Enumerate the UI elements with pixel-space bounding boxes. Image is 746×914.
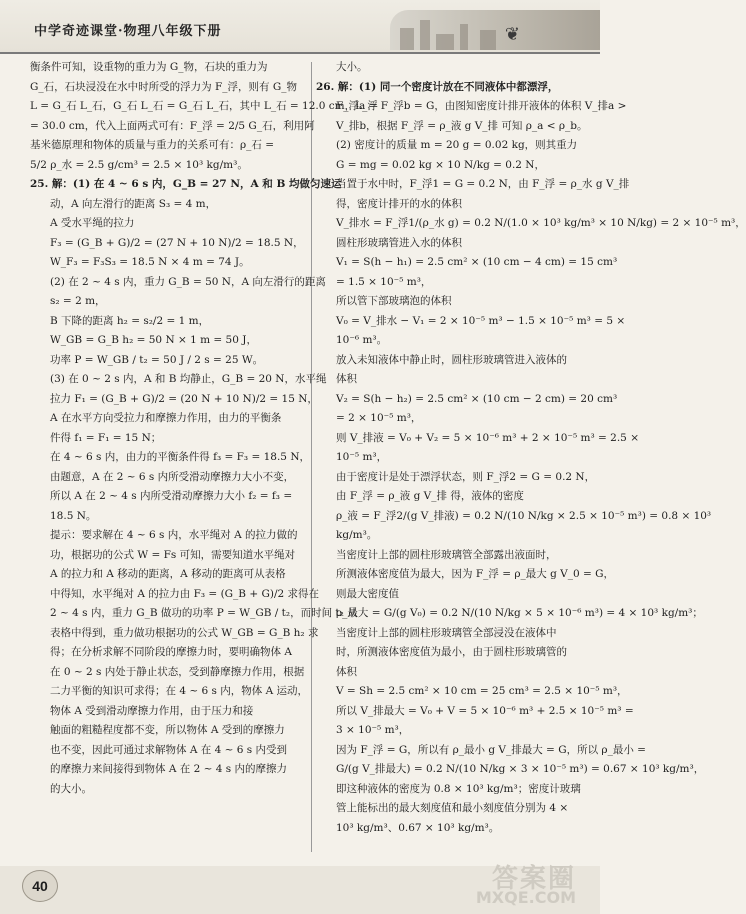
- text-line: W_F₃ = F₃S₃ = 18.5 N × 4 m = 74 J。: [50, 256, 250, 268]
- text-line: 由题意，A 在 2 ~ 6 s 内所受滑动摩擦力大小不变，: [50, 470, 295, 483]
- text-line: 10³ kg/m³、0.67 × 10³ kg/m³。: [336, 821, 500, 834]
- text-line: 的摩擦力来间接得到物体 A 在 2 ~ 4 s 内的摩擦力: [50, 763, 287, 775]
- text-line: kg/m³。: [336, 529, 378, 541]
- text-line: A 在水平方向受拉力和摩擦力作用，由力的平衡条: [50, 412, 282, 424]
- text-line: 二力平衡的知识可求得；在 4 ~ 6 s 内，物体 A 运动，: [50, 685, 308, 697]
- text-line: ρ_液 = F_浮2/(g V_排液) = 0.2 N/(10 N/kg × 2.5 × 10⁻⁵ m³) = 0.8 × 10³: [336, 509, 712, 522]
- text-line: 大小。: [336, 61, 368, 73]
- text-line: 得；在分析求解不同阶段的摩擦力时，要明确物体 A: [50, 646, 292, 658]
- text-line: (2) 密度计的质量 m = 20 g = 0.02 kg，则其重力: [336, 139, 578, 151]
- text-line: F₃ = (G_B + G)/2 = (27 N + 10 N)/2 = 18.5 N，: [50, 236, 304, 249]
- text-line: ρ_最大 = G/(g V₀) = 0.2 N/(10 N/kg × 5 × 10⁻⁶ m³) = 4 × 10³ kg/m³；: [336, 607, 703, 619]
- text-line: 表格中得到，重力做功根据功的公式 W_GB = G_B h₂ 求: [50, 626, 319, 639]
- text-line: 基米德原理和物体的质量与重力的关系可有：ρ_石 =: [30, 139, 275, 151]
- text-line: 在 0 ~ 2 s 内处于静止状态，受到静摩擦力作用，根据: [50, 665, 305, 678]
- text-line: 功率 P = W_GB / t₂ = 50 J / 2 s = 25 W。: [50, 353, 264, 366]
- text-line: = 2 × 10⁻⁵ m³，: [336, 412, 422, 424]
- text-line: 放入未知液体中静止时，圆柱形玻璃管进入液体的: [336, 353, 567, 366]
- watermark-url: MXQE.COM: [475, 888, 576, 907]
- text-line: F_浮a = F_浮b = G，由图知密度计排开液体的体积 V_排a >: [336, 100, 627, 112]
- page-number: 40: [22, 870, 58, 902]
- text-line: A 受水平绳的拉力: [50, 217, 135, 229]
- text-line: 功，根据功的公式 W = Fs 可知，需要知道水平绳对: [50, 548, 296, 561]
- text-line: 当置于水中时，F_浮1 = G = 0.2 N，由 F_浮 = ρ_水 g V_排: [336, 178, 630, 190]
- text-line: 时，所测液体密度值为最小，由于圆柱形玻璃管的: [336, 646, 567, 658]
- text-line: 件得 f₁ = F₁ = 15 N；: [50, 431, 162, 444]
- text-line: 3 × 10⁻⁵ m³，: [336, 724, 410, 736]
- text-line: 26. 解：(1) 同一个密度计放在不同液体中都漂浮，: [316, 80, 559, 93]
- text-line: G = mg = 0.02 kg × 10 N/kg = 0.2 N，: [336, 158, 545, 171]
- text-line: (2) 在 2 ~ 4 s 内，重力 G_B = 50 N，A 向左滑行的距离: [50, 275, 326, 288]
- page-header: [0, 0, 600, 54]
- text-line: G_石，石块浸没在水中时所受的浮力为 F_浮，则有 G_物: [30, 80, 297, 93]
- text-line: 10⁻⁶ m³。: [336, 334, 388, 346]
- text-line: V₁ = S(h − h₁) = 2.5 cm² × (10 cm − 4 cm) = 15 cm³: [336, 256, 618, 268]
- text-line: 25. 解：(1) 在 4 ~ 6 s 内，G_B = 27 N，A 和 B 均做匀速运: [30, 178, 342, 190]
- text-line: 圆柱形玻璃管进入水的体积: [336, 236, 462, 249]
- watermark-text: 答案圈: [491, 864, 576, 894]
- text-line: 所以 A 在 2 ~ 4 s 内所受滑动摩擦力大小 f₂ = f₃ =: [50, 490, 293, 502]
- text-line: = 30.0 cm，代入上面两式可有：F_浮 = 2/5 G_石，利用阿: [30, 119, 315, 132]
- right-column: [316, 58, 746, 838]
- text-line: (3) 在 0 ~ 2 s 内，A 和 B 均静止，G_B = 20 N，水平绳: [50, 373, 327, 385]
- text-line: 提示：要求解在 4 ~ 6 s 内，水平绳对 A 的拉力做的: [50, 529, 298, 541]
- text-line: V = Sh = 2.5 cm² × 10 cm = 25 cm³ = 2.5 × 10⁻⁵ m³，: [336, 685, 628, 697]
- text-line: 中得知，水平绳对 A 的拉力由 F₃ = (G_B + G)/2 求得在: [50, 587, 320, 600]
- text-line: V₂ = S(h − h₂) = 2.5 cm² × (10 cm − 2 cm) = 20 cm³: [336, 392, 618, 405]
- text-line: 所以 V_排最大 = V₀ + V = 5 × 10⁻⁶ m³ + 2.5 × 10⁻⁵ m³ =: [336, 704, 634, 717]
- text-line: 18.5 N。: [50, 509, 97, 522]
- header-banner-graphic: [390, 10, 600, 50]
- text-line: V_排b，根据 F_浮 = ρ_液 g V_排 可知 ρ_a < ρ_b。: [336, 119, 588, 132]
- text-line: B 下降的距离 h₂ = s₂/2 = 1 m，: [50, 314, 210, 327]
- text-line: 在 4 ~ 6 s 内，由力的平衡条件得 f₃ = F₃ = 18.5 N，: [50, 451, 311, 463]
- book-brand-title: 中学奇迹课堂·物理八年级下册: [34, 24, 222, 39]
- text-line: L = G_石 L_石，G_石 L_石 = G_石 L_石，其中 L_石 = 12.0 cm，L_浮: [30, 100, 378, 112]
- watermark-logo: [440, 858, 590, 912]
- text-line: 2 ~ 4 s 内，重力 G_B 做功的功率 P = W_GB / t₂，而时间 t₂ 从: [50, 607, 358, 619]
- text-line: 10⁻⁵ m³，: [336, 451, 388, 463]
- text-line: 触面的粗糙程度都不变，所以物体 A 受到的摩擦力: [50, 724, 285, 736]
- text-line: W_GB = G_B h₂ = 50 N × 1 m = 50 J，: [50, 334, 257, 346]
- text-line: 衡条件可知，设重物的重力为 G_物，石块的重力为: [30, 61, 268, 73]
- text-line: 体积: [336, 665, 357, 678]
- text-line: 动，A 向左滑行的距离 S₃ = 4 m，: [50, 197, 217, 210]
- text-line: V₀ = V_排水 − V₁ = 2 × 10⁻⁵ m³ − 1.5 × 10⁻⁵ m³ = 5 ×: [336, 314, 626, 327]
- text-line: G/(g V_排最大) = 0.2 N/(10 N/kg × 3 × 10⁻⁵ m³) = 0.67 × 10³ kg/m³，: [336, 763, 705, 775]
- text-line: 拉力 F₁ = (G_B + G)/2 = (20 N + 10 N)/2 = 15 N，: [50, 392, 318, 405]
- text-line: 则最大密度值: [336, 587, 399, 600]
- text-line: 得，密度计排开的水的体积: [336, 197, 462, 210]
- text-line: 则 V_排液 = V₀ + V₂ = 5 × 10⁻⁶ m³ + 2 × 10⁻⁵ m³ = 2.5 ×: [336, 431, 639, 444]
- text-line: 体积: [336, 373, 357, 385]
- text-line: 当密度计上部的圆柱形玻璃管全部浸没在液体中: [336, 626, 557, 639]
- text-line: = 1.5 × 10⁻⁵ m³，: [336, 275, 432, 288]
- butterfly-icon: ❦: [504, 24, 520, 45]
- text-line: 因为 F_浮 = G，所以有 ρ_最小 g V_排最大 = G，所以 ρ_最小 =: [336, 743, 646, 756]
- text-line: 也不变，因此可通过求解物体 A 在 4 ~ 6 s 内受到: [50, 743, 287, 756]
- text-line: V_排水 = F_浮1/(ρ_水 g) = 0.2 N/(1.0 × 10³ kg/m³ × 10 N/kg) = 2 × 10⁻⁵ m³，: [336, 217, 746, 229]
- text-line: 所以管下部玻璃泡的体积: [336, 295, 452, 307]
- text-line: 当密度计上部的圆柱形玻璃管全部露出液面时，: [336, 548, 557, 561]
- text-line: A 的拉力和 A 移动的距离，A 移动的距离可从表格: [50, 568, 286, 580]
- text-line: 由于密度计是处于漂浮状态，则 F_浮2 = G = 0.2 N，: [336, 470, 596, 483]
- text-line: 物体 A 受到滑动摩擦力作用，由于压力和接: [50, 704, 254, 717]
- text-line: 管上能标出的最大刻度值和最小刻度值分别为 4 ×: [336, 802, 569, 814]
- text-line: 的大小。: [50, 782, 92, 795]
- text-line: 即这种液体的密度为 0.8 × 10³ kg/m³；密度计玻璃: [336, 782, 581, 795]
- text-line: 5/2 ρ_水 = 2.5 g/cm³ = 2.5 × 10³ kg/m³。: [30, 158, 248, 171]
- text-line: 由 F_浮 = ρ_液 g V_排 得，液体的密度: [336, 490, 524, 502]
- page-body: [0, 58, 746, 858]
- text-line: s₂ = 2 m，: [50, 295, 106, 307]
- text-line: 所测液体密度值为最大，因为 F_浮 = ρ_最大 g V_0 = G，: [336, 568, 615, 580]
